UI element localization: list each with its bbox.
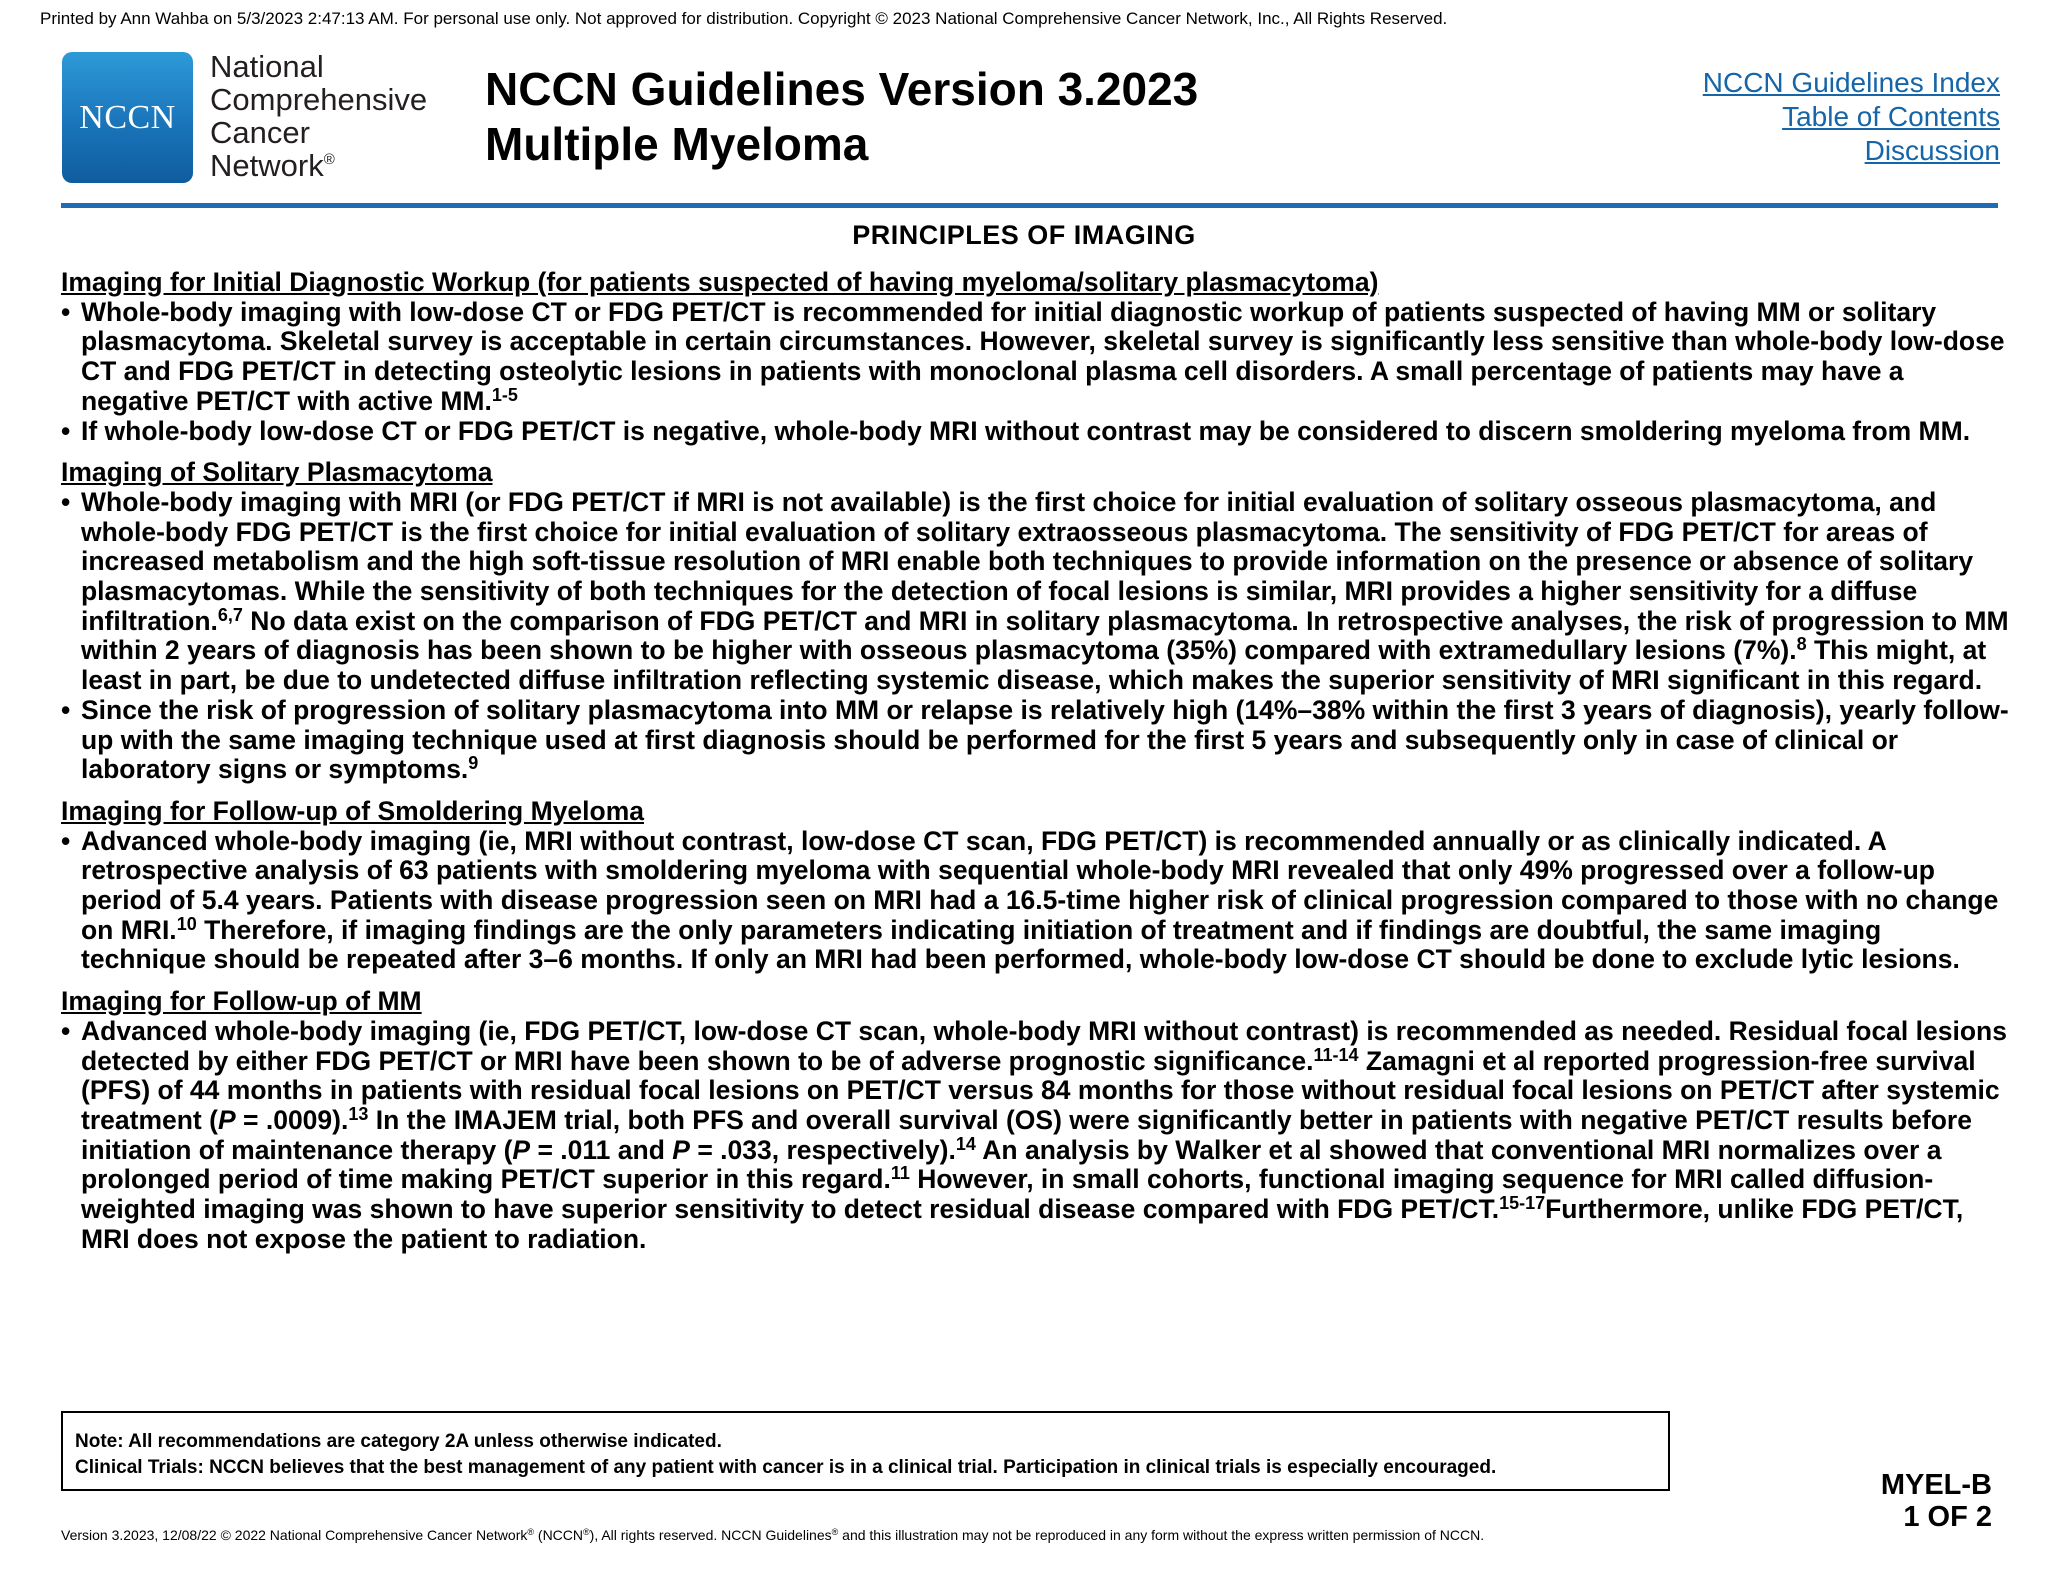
print-notice: Printed by Ann Wahba on 5/3/2023 2:47:13 AM. For personal use only. Not approved for distribution. Copyright © 2023 National Comprehensive Cancer Network, Inc., All Rights Reserved. — [40, 9, 1448, 28]
registered-mark: ® — [831, 1527, 839, 1537]
section-smoldering-myeloma — [61, 797, 2011, 975]
reference-superscript: 11-14 — [1313, 1044, 1359, 1065]
footer-text: ), All rights reserved. NCCN Guidelines — [589, 1527, 832, 1543]
footer-text: Version 3.2023, 12/08/22 © 2022 National Comprehensive Cancer Network — [61, 1527, 528, 1543]
table-of-contents-link[interactable]: Table of Contents — [1782, 101, 2000, 132]
discussion-link[interactable]: Discussion — [1864, 135, 2000, 166]
header-divider — [61, 203, 1998, 208]
bullet-text: Zamagni et al reported progression-free survival (PFS) of 44 months in patients with residual focal lesions on PET/CT versus 84 months for those without residual focal lesions on PET/CT after systemic treatment ( — [81, 1045, 2000, 1135]
bullet-text: = .0009). — [235, 1104, 349, 1135]
reference-superscript: 6,7 — [217, 604, 243, 625]
p-value-symbol: P — [512, 1134, 531, 1165]
page-number: 1 OF 2 — [1903, 1501, 1992, 1533]
org-line-network-wrap — [210, 149, 427, 182]
bullet-item — [61, 1017, 2011, 1255]
bullet-item — [61, 696, 2011, 785]
bullet-text: No data exist on the comparison of FDG PET/CT and MRI in solitary plasmacytoma. In retrospective analyses, the risk of progression to MM within 2 years of diagnosis has been shown to be higher with osseous plasmacytoma (35%) compared with extramedullary lesions (7%). — [81, 605, 2009, 666]
bullet-text: In the IMAJEM trial, both PFS and overall survival (OS) were significantly better in patients with negative PET/CT results before initiation of maintenance therapy ( — [81, 1104, 1972, 1165]
reference-superscript: 15-17 — [1499, 1193, 1546, 1214]
bullet-item — [61, 488, 2011, 696]
page-heading: PRINCIPLES OF IMAGING — [852, 220, 1196, 250]
footer-text: and this illustration may not be reproduced in any form without the express written permission of NCCN. — [838, 1527, 1485, 1543]
nccn-logo[interactable] — [62, 52, 193, 183]
bullet-text: = .011 and — [530, 1134, 673, 1165]
bullet-text: Whole-body imaging with low-dose CT or FDG PET/CT is recommended for initial diagnostic workup of patients suspected of having MM or solitary plasmacytoma. Skeletal survey is acceptable in certain circumstances. However, skeletal survey is significantly less sensitive than whole-body low-dose CT and FDG PET/CT in detecting osteolytic lesions in patients with monoclonal plasma cell disorders. A small percentage of patients may have a negative PET/CT with active MM. — [81, 296, 2005, 416]
footer-text: (NCCN — [534, 1527, 584, 1543]
organization-name — [210, 50, 427, 182]
page-identifier — [1881, 1469, 1992, 1533]
org-line-comprehensive: Comprehensive — [210, 82, 428, 117]
bullet-text: Since the risk of progression of solitary plasmacytoma into MM or relapse is relatively high (14%–38% within the first 3 years of diagnosis), yearly follow-up with the same imaging technique used at first diagnosis should be performed for the first 5 years and subsequently only in case of clinical or laboratory signs or symptoms. — [81, 694, 2009, 785]
bullet-item — [61, 298, 2011, 417]
section-heading-smoldering-myeloma: Imaging for Follow-up of Smoldering Myeloma — [61, 795, 644, 826]
title-topic: Multiple Myeloma — [485, 118, 869, 170]
reference-superscript: 9 — [468, 753, 479, 774]
section-solitary-plasmacytoma — [61, 458, 2011, 785]
registered-mark: ® — [583, 1527, 590, 1537]
bullet-item — [61, 417, 2011, 447]
logo-text: NCCN — [79, 98, 176, 136]
registered-mark: ® — [527, 1527, 535, 1537]
guidelines-index-link[interactable]: NCCN Guidelines Index — [1702, 67, 2000, 98]
document-title — [485, 62, 1198, 172]
reference-superscript: 13 — [348, 1103, 369, 1124]
reference-superscript: 10 — [176, 913, 197, 934]
bullet-text: Advanced whole-body imaging (ie, MRI without contrast, low-dose CT scan, FDG PET/CT) is recommended annually or as clinically indicated. A retrospective analysis of 63 patients with smoldering myeloma with sequential whole-body MRI revealed that only 49% progressed over a follow-up period of 5.4 years. Patients with disease progression seen on MRI had a 16.5-time higher risk of clinical progression compared to those with no change on MRI. — [81, 825, 1999, 945]
title-version: NCCN Guidelines Version 3.2023 — [485, 63, 1199, 115]
bullet-text: Furthermore, unlike FDG PET/CT, MRI does not expose the patient to radiation. — [81, 1194, 1964, 1254]
org-line-national: National — [210, 49, 324, 84]
section-initial-workup — [61, 268, 2011, 446]
note-box — [61, 1411, 1670, 1491]
footer-copyright — [61, 1526, 1484, 1544]
bullet-text: If whole-body low-dose CT or FDG PET/CT is negative, whole-body MRI without contrast may be considered to discern smoldering myeloma from MM. — [81, 415, 1971, 446]
bullet-text: Whole-body imaging with MRI (or FDG PET/CT if MRI is not available) is the first choice for initial evaluation of solitary osseous plasmacytoma, and whole-body FDG PET/CT is the first choice for initial evaluation of solitary extraosseous plasmacytoma. The sensitivity of FDG PET/CT for areas of increased metabolism and the high soft-tissue resolution of MRI enable both techniques to provide information on the presence or absence of solitary plasmacytomas. While the sensitivity of both techniques for the detection of focal lesions is similar, MRI provides a higher sensitivity for a diffuse infiltration. — [81, 486, 1974, 636]
note-category: Note: All recommendations are category 2A unless otherwise indicated. — [75, 1431, 722, 1452]
section-follow-up-mm — [61, 987, 2011, 1254]
section-heading-follow-up-mm: Imaging for Follow-up of MM — [61, 986, 422, 1017]
bullet-text: An analysis by Walker et al showed that conventional MRI normalizes over a prolonged period of time making PET/CT superior in this regard. — [81, 1134, 1942, 1195]
p-value-symbol: P — [672, 1134, 690, 1165]
bullet-text: = .033, respectively). — [689, 1134, 956, 1165]
page-code: MYEL-B — [1880, 1469, 1992, 1501]
bullet-text: This might, at least in part, be due to undetected diffuse infiltration reflecting systemic disease, which makes the superior sensitivity of MRI significant in this regard. — [81, 635, 1987, 696]
bullet-item — [61, 827, 2011, 976]
section-heading-initial-workup: Imaging for Initial Diagnostic Workup (for patients suspected of having myeloma/solitary plasmacytoma) — [61, 267, 1379, 297]
note-clinical-trials: Clinical Trials: NCCN believes that the best management of any patient with cancer is in a clinical trial. Participation in clinical trials is especially encouraged. — [75, 1457, 1497, 1478]
org-line-cancer: Cancer — [210, 115, 310, 150]
bullet-text: However, in small cohorts, functional imaging sequence for MRI called diffusion-weighted imaging was shown to have superior sensitivity to detect residual disease compared with FDG PET/CT. — [81, 1164, 1934, 1225]
main-content — [61, 268, 2011, 1267]
registered-mark: ® — [323, 151, 335, 168]
reference-superscript: 11 — [890, 1163, 910, 1184]
org-line-network: Network — [210, 148, 324, 183]
reference-superscript: 8 — [1796, 634, 1807, 655]
reference-superscript: 14 — [955, 1133, 976, 1154]
section-heading-solitary-plasmacytoma: Imaging of Solitary Plasmacytoma — [61, 457, 493, 488]
guideline-nav — [1703, 66, 2000, 168]
bullet-text: Therefore, if imaging findings are the only parameters indicating initiation of treatment and if findings are doubtful, the same imaging technique should be repeated after 3–6 months. If only an MRI had been performed, whole-body low-dose CT should be done to exclude lytic lesions. — [81, 914, 1960, 975]
bullet-text: Advanced whole-body imaging (ie, FDG PET/CT, low-dose CT scan, whole-body MRI without contrast) is recommended as needed. Residual focal lesions detected by either FDG PET/CT or MRI have been shown to be of adverse prognostic significance. — [81, 1015, 2007, 1076]
p-value-symbol: P — [217, 1104, 236, 1135]
reference-superscript: 1-5 — [491, 384, 518, 405]
